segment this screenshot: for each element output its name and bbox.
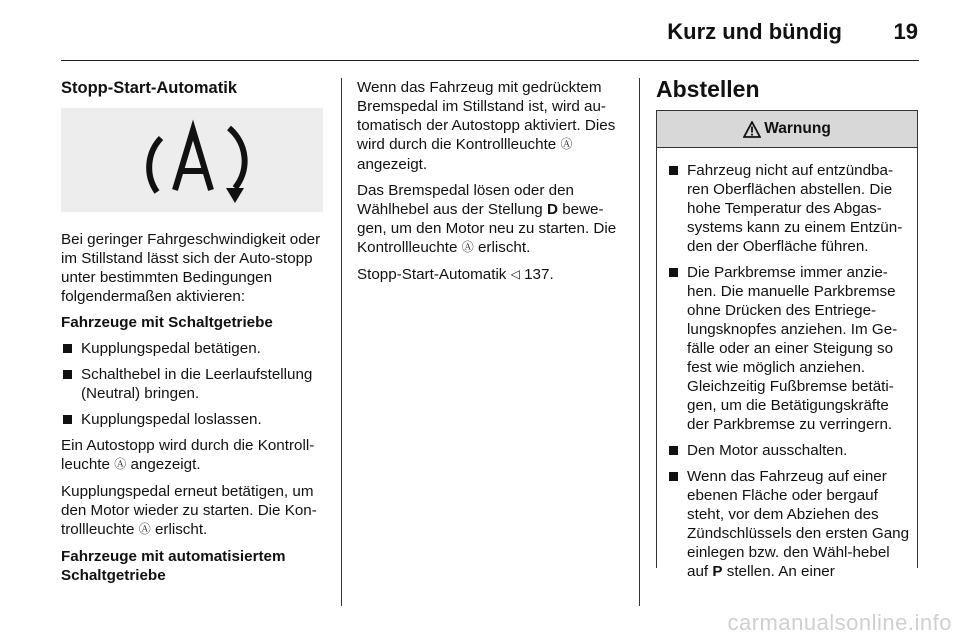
list-item: Den Motor ausschalten. xyxy=(667,441,911,460)
section-title-abstellen: Abstellen xyxy=(656,76,760,102)
page-ref-icon: ◁ xyxy=(510,267,520,281)
subheading-manual: Fahrzeuge mit Schaltgetriebe xyxy=(61,314,273,331)
autostop-indicator-icon: Ⓐ xyxy=(461,240,474,254)
list-item: Die Parkbremse immer anzie-hen. Die manuelle Parkbremse ohne Drücken des Entriege-lungsknopfes anziehen. Im Ge-fälle oder an einer Steigung so fest wie möglich anziehen. Gleichzeitig Fußbremse betäti-gen, um die Betätigungskräfte der Parkbremse zu verringern. xyxy=(667,263,911,434)
text-span: bewe-gen, um den Motor neu zu starten. Die Kontrollleuchte xyxy=(357,201,617,256)
list-item: Kupplungspedal loslassen. xyxy=(61,410,327,429)
manual-steps-list xyxy=(61,339,327,429)
page-header xyxy=(0,0,960,62)
gear-position-p: P xyxy=(712,563,723,580)
warning-body xyxy=(657,148,917,581)
section-title-stopp-start: Stopp-Start-Automatik xyxy=(61,79,237,97)
subheading-automated: Fahrzeuge mit automatisiertem Schaltgetriebe xyxy=(61,548,286,584)
warning-box-continuation xyxy=(656,554,918,568)
gear-position-d: D xyxy=(546,201,558,218)
warning-label: Warnung xyxy=(764,120,831,137)
autostop-illustration xyxy=(61,108,323,212)
text-span: angezeigt. xyxy=(357,156,428,173)
list-item: Schalthebel in die Leerlaufstellung (Neutral) bringen. xyxy=(61,365,327,403)
warning-box xyxy=(656,110,918,580)
restart-paragraph xyxy=(61,482,327,540)
text-span: Ein Autostopp wird durch die Kontroll-leuchte xyxy=(61,437,315,473)
autostop-indicator-icon: Ⓐ xyxy=(138,522,151,536)
column-1-body xyxy=(61,230,327,585)
autostop-indicator-icon: Ⓐ xyxy=(114,457,127,471)
list-item: Kupplungspedal betätigen. xyxy=(61,339,327,358)
autostop-indicator-icon: Ⓐ xyxy=(560,137,573,151)
column-divider-1 xyxy=(341,78,342,606)
text-span: angezeigt. xyxy=(130,456,201,473)
cross-reference-link[interactable]: Stopp-Start-Automatik xyxy=(357,266,507,283)
cross-reference-page[interactable]: 137. xyxy=(524,266,554,283)
column-2-body xyxy=(357,78,625,292)
brake-autostop-paragraph xyxy=(357,78,625,174)
warning-triangle-icon xyxy=(743,121,761,138)
text-span: erlischt. xyxy=(477,239,531,256)
text-span: Kupplungspedal erneut betätigen, um den Motor wieder zu starten. Die Kon-trollleuchte xyxy=(61,483,317,538)
text-span: stellen. An einer xyxy=(726,563,835,580)
text-span: Wenn das Fahrzeug mit gedrücktem Bremspedal im Stillstand ist, wird au-tomatisch der Autostopp aktiviert. Dies wird durch die Kontrollleuchte xyxy=(357,79,616,153)
text-span: Das Bremspedal lösen oder den Wählhebel aus der Stellung xyxy=(357,182,574,218)
header-title: Kurz und bündig xyxy=(667,19,842,44)
autostop-icon xyxy=(61,108,323,212)
text-span: erlischt. xyxy=(154,521,208,538)
warning-header xyxy=(657,111,917,148)
warning-list xyxy=(667,161,911,581)
cross-reference-paragraph xyxy=(357,265,625,285)
header-rule xyxy=(61,60,919,61)
autostop-indicated-paragraph xyxy=(61,436,327,475)
column-divider-2 xyxy=(639,78,640,606)
intro-paragraph: Bei geringer Fahrgeschwindigkeit oder im Stillstand lässt sich der Auto-stopp unter bestimmten Bedingungen folgendermaßen aktivieren: xyxy=(61,231,321,305)
text-span: Wenn das Fahrzeug auf einer ebenen Fläche oder bergauf steht, vor dem Abziehen des Zündschlüssels den ersten Gang einlegen bzw. den Wähl-hebel auf xyxy=(687,468,910,580)
page-number: 19 xyxy=(893,19,918,44)
list-item: Fahrzeug nicht auf entzündba-ren Oberflächen abstellen. Die hohe Temperatur des Abgas-systems kann zu einem Entzün-den der Oberfläche führen. xyxy=(667,161,911,256)
brake-release-paragraph xyxy=(357,181,625,258)
footer-watermark: carmanualsonline.info xyxy=(727,610,952,635)
